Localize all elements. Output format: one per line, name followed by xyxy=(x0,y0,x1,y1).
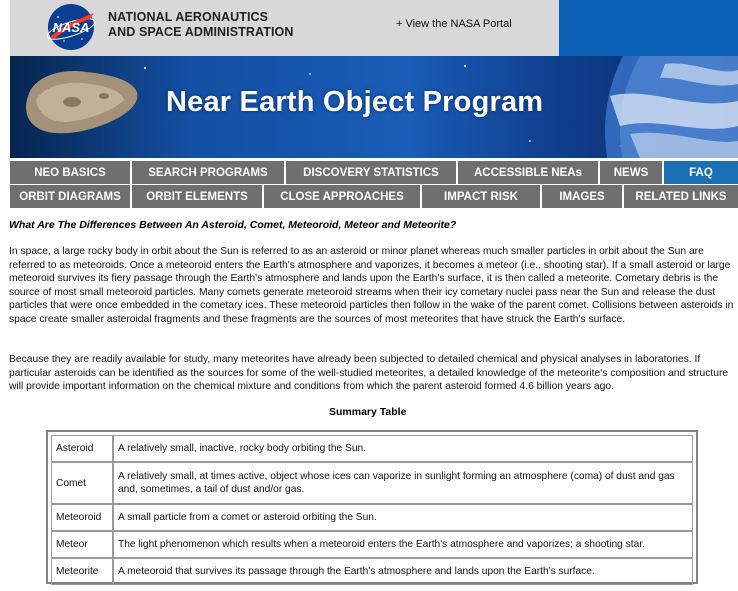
table-row xyxy=(51,435,693,462)
table-row xyxy=(51,558,693,585)
agency-line-2: AND SPACE ADMINISTRATION xyxy=(108,25,294,39)
nasa-logo[interactable] xyxy=(44,3,98,51)
summary-table-title: Summary Table xyxy=(329,406,407,418)
nav-orbit-elements[interactable]: ORBIT ELEMENTS xyxy=(132,185,264,208)
body-paragraph-1: In space, a large rocky body in orbit about the Sun is referred to as an asteroid or minor planet whereas much smaller particles in orbit about the Sun are referred to as meteoroids. Once a meteoroid enters the Earth's atmosphere and vaporizes, it becomes a meteor (i.e., shooting star). If a small asteroid or large meteoroid survives its fiery passage through the Earth's atmosphere and lands upon the Earth's surface, it is then called a meteorite. Cometary debris is the source of most small meteoroid particles. Many comets generate meteoroid streams when their icy cometary nuclei pass near the Sun and release the dust particles that were once embedded in the cometary ices. These meteoroid particles then follow in the wake of the parent comet. Collisions between asteroids in space create smaller asteroidal fragments and these fragments are the sources of most meteorites that have struck the Earth's surface. xyxy=(9,246,734,325)
table-definition: A meteoroid that survives its passage through the Earth's atmosphere and lands upon the Earth's surface. xyxy=(113,558,693,585)
table-row xyxy=(51,462,693,504)
nav-close-approaches[interactable]: CLOSE APPROACHES xyxy=(264,185,422,208)
nav-news[interactable]: NEWS xyxy=(600,161,664,184)
nav-accessible-neas[interactable]: ACCESSIBLE NEAs xyxy=(458,161,600,184)
nav-faq[interactable]: FAQ xyxy=(664,161,738,184)
table-term: Meteoroid xyxy=(51,504,113,531)
table-term: Asteroid xyxy=(51,435,113,462)
nav-neo-basics[interactable]: NEO BASICS xyxy=(10,161,132,184)
agency-line-1: NATIONAL AERONAUTICS xyxy=(108,10,269,24)
table-term: Comet xyxy=(51,462,113,504)
nav-related-links[interactable]: RELATED LINKS xyxy=(624,185,738,208)
agency-name xyxy=(108,10,294,40)
faq-question-heading: What Are The Differences Between An Asteroid, Comet, Meteoroid, Meteor and Meteorite? xyxy=(9,219,457,231)
table-term: Meteorite xyxy=(51,558,113,585)
body-paragraph-2: Because they are readily available for study, many meteorites have already been subjected to detailed chemical and physical analyses in laboratories. If particular asteroids can be identified as the sources for some of the well-studied meteorites, a detailed knowledge of the meteorite's composition and structure will provide important information on the chemical mixture and conditions from which the parent asteroid formed 4.6 billion years ago. xyxy=(9,354,729,393)
table-row xyxy=(51,504,693,531)
table-term: Meteor xyxy=(51,531,113,558)
program-banner xyxy=(10,56,738,158)
nav-orbit-diagrams[interactable]: ORBIT DIAGRAMS xyxy=(10,185,132,208)
banner-title: Near Earth Object Program xyxy=(166,86,544,118)
nav-discovery-statistics[interactable]: DISCOVERY STATISTICS xyxy=(286,161,458,184)
table-definition: The light phenomenon which results when a meteoroid enters the Earth's atmosphere and vaporizes; a shooting star. xyxy=(113,531,693,558)
nasa-logo-text: NASA xyxy=(52,20,90,35)
table-definition: A small particle from a comet or asteroid orbiting the Sun. xyxy=(113,504,693,531)
table-row xyxy=(51,531,693,558)
secondary-nav xyxy=(10,185,738,208)
header-blue-block xyxy=(559,0,738,56)
summary-table xyxy=(46,430,698,584)
nav-impact-risk[interactable]: IMPACT RISK xyxy=(422,185,542,208)
nav-search-programs[interactable]: SEARCH PROGRAMS xyxy=(132,161,286,184)
table-definition: A relatively small, inactive, rocky body orbiting the Sun. xyxy=(113,435,693,462)
nasa-portal-link[interactable]: + View the NASA Portal xyxy=(396,18,512,30)
primary-nav xyxy=(10,161,738,184)
table-definition: A relatively small, at times active, object whose ices can vaporize in sunlight forming an atmosphere (coma) of dust and gas and, sometimes, a tail of dust and/or gas. xyxy=(113,462,693,504)
nav-images[interactable]: IMAGES xyxy=(542,185,624,208)
